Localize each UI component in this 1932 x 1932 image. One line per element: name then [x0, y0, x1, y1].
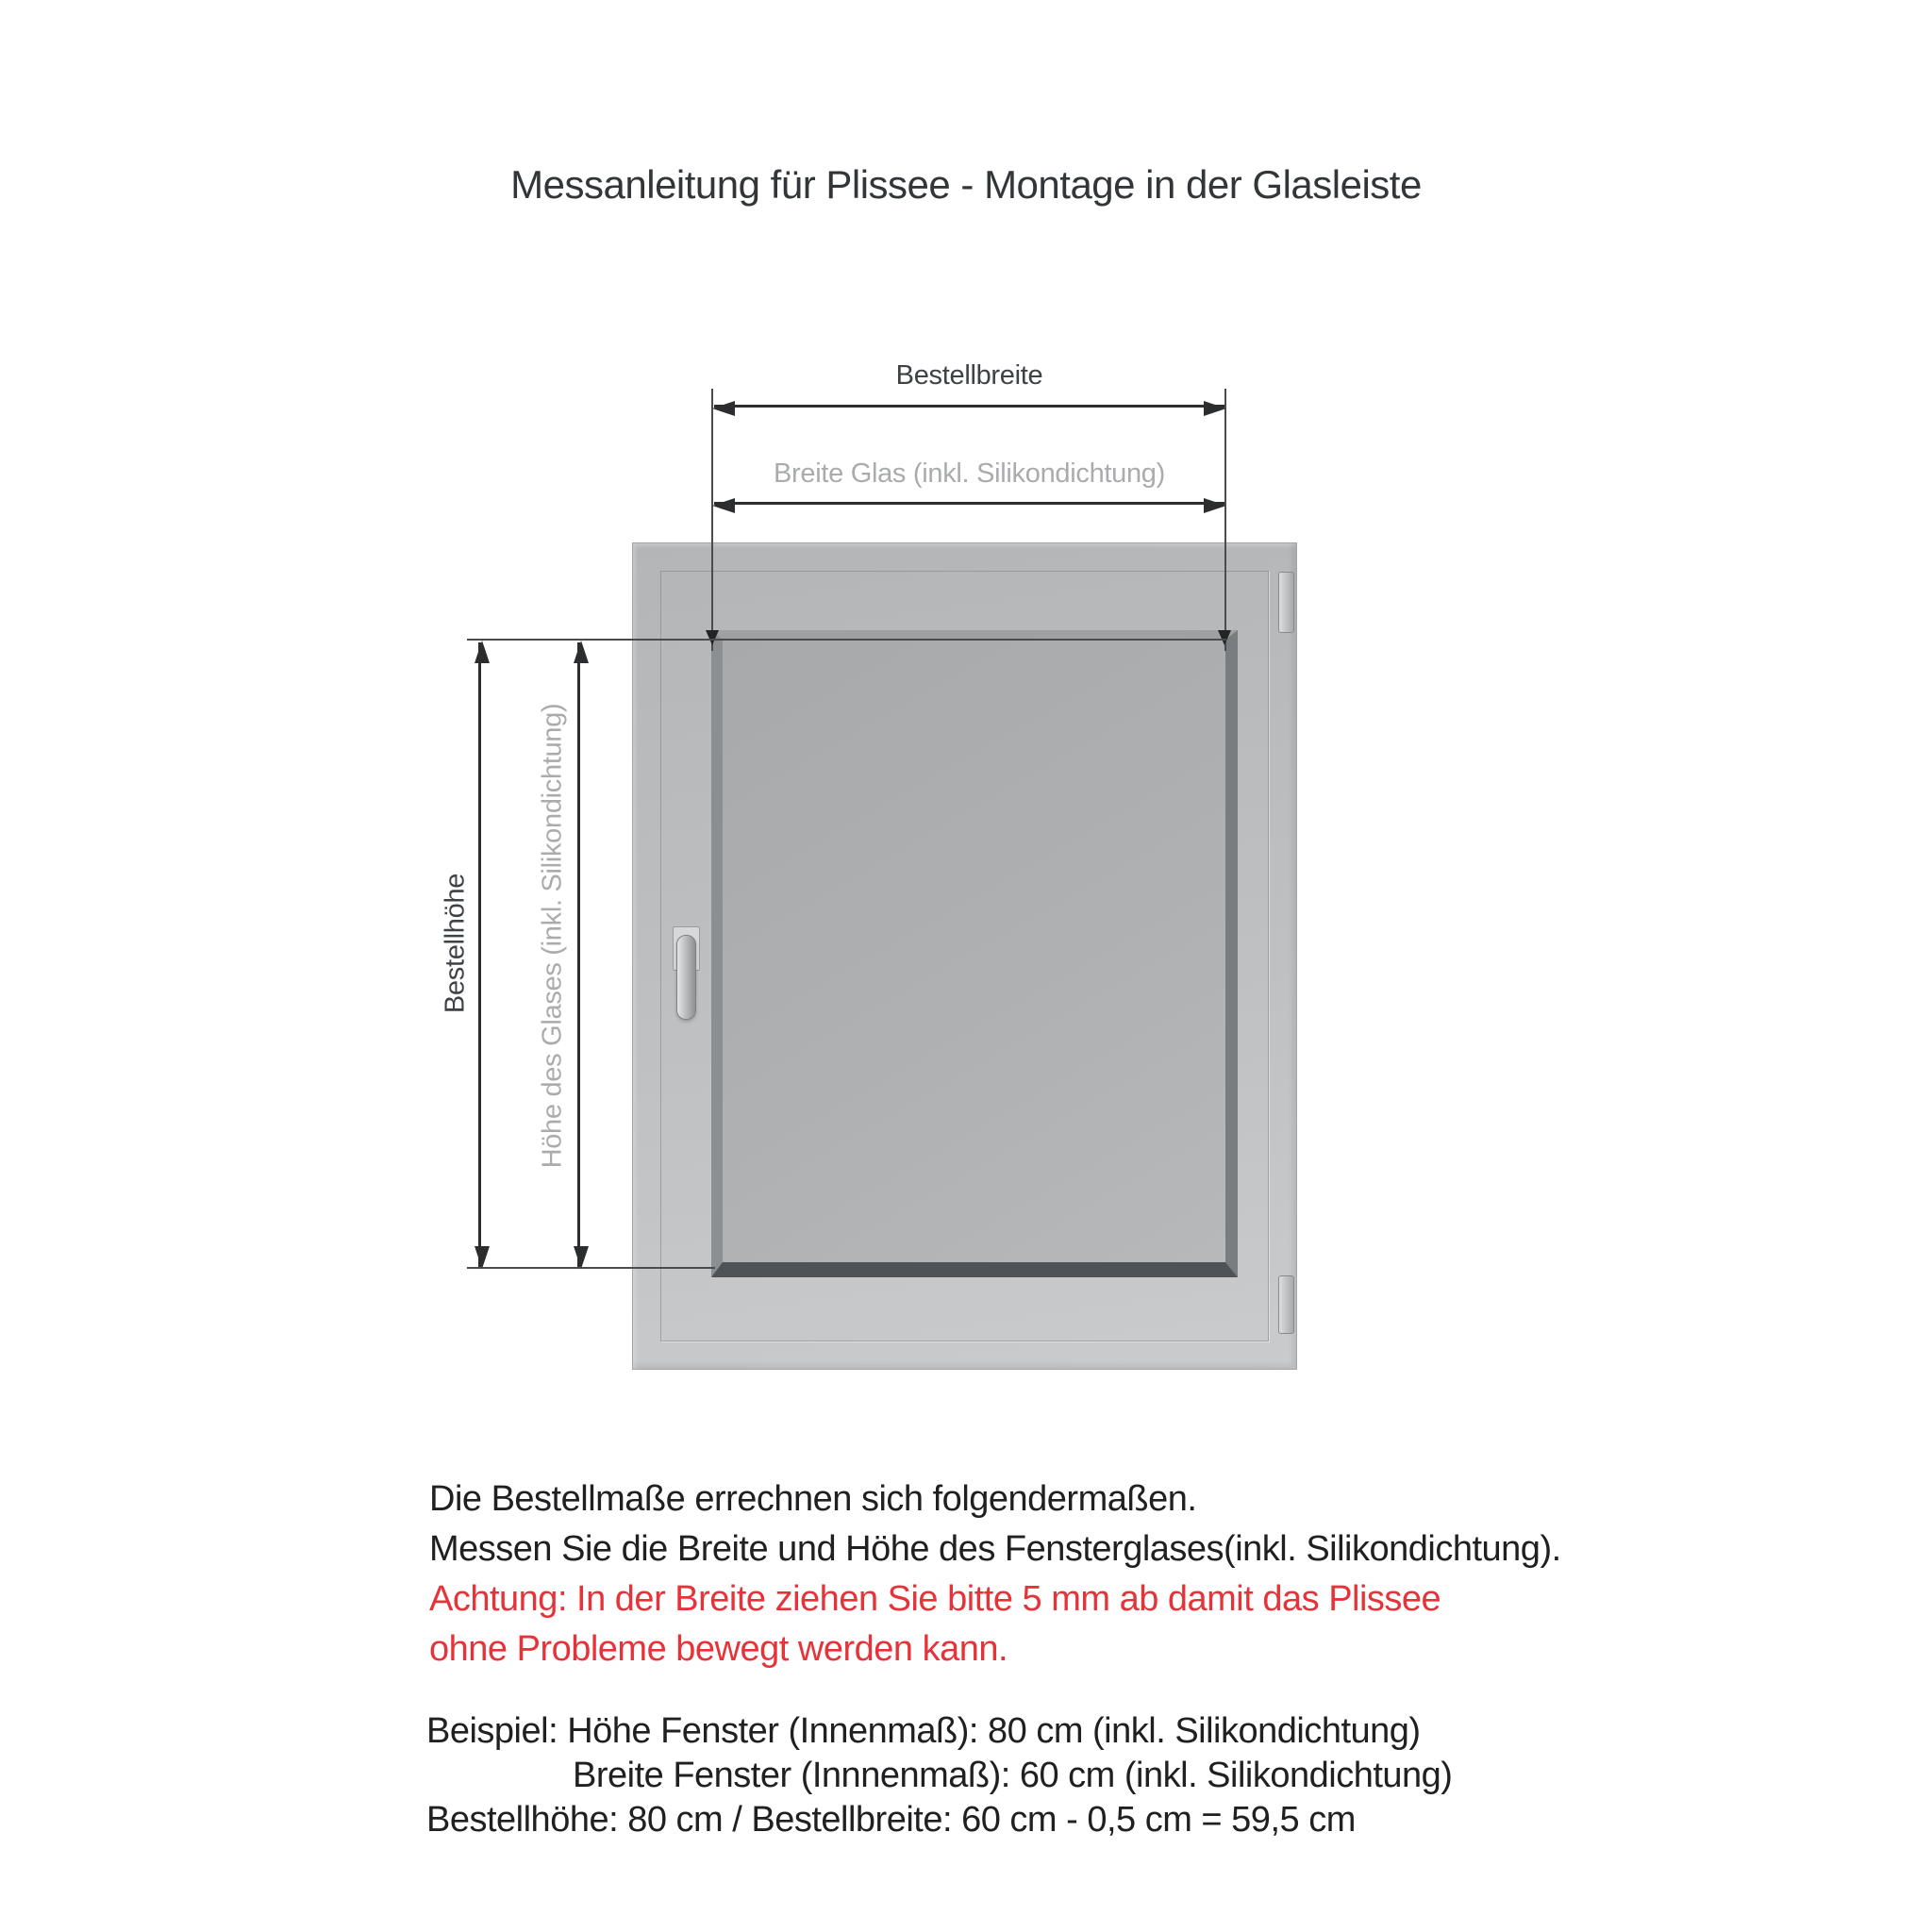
warning-line-2: ohne Probleme bewegt werden kann.: [429, 1629, 1008, 1669]
glass-bead-frame: [711, 630, 1238, 1277]
order-height-label: Bestellhöhe: [440, 873, 471, 1014]
glass-width-arrow: [714, 502, 1224, 505]
example-line-2: Breite Fenster (Innnenmaß): 60 cm (inkl. Silikondichtung): [573, 1756, 1453, 1795]
hinge-bottom: [1278, 1275, 1294, 1334]
extension-line-left: [711, 389, 713, 651]
instruction-line-1: Die Bestellmaße errechnen sich folgendermaßen.: [429, 1479, 1197, 1519]
glass-corner-arrow-left-icon: [706, 630, 719, 645]
glass-height-arrow: [577, 642, 580, 1267]
order-height-arrow: [478, 642, 481, 1267]
order-width-arrow: [714, 405, 1224, 408]
hinge-top: [1278, 572, 1294, 633]
instruction-block: [429, 1474, 1561, 1674]
extension-line-bottom: [467, 1267, 715, 1269]
glass-height-label: Höhe des Glases (inkl. Silikondichtung): [537, 703, 568, 1169]
order-width-label: Bestellbreite: [895, 360, 1043, 391]
glass-width-label: Breite Glas (inkl. Silikondichtung): [773, 458, 1165, 489]
example-line-3: Bestellhöhe: 80 cm / Bestellbreite: 60 cm - 0,5 cm = 59,5 cm: [426, 1800, 1356, 1840]
glass-corner-arrow-right-icon: [1218, 630, 1231, 645]
extension-line-right: [1224, 389, 1226, 651]
page-title: Messanleitung für Plissee - Montage in der Glasleiste: [510, 162, 1422, 207]
example-block: [426, 1709, 1452, 1842]
instruction-line-2: Messen Sie die Breite und Höhe des Fensterglases(inkl. Silikondichtung).: [429, 1529, 1561, 1569]
example-line-1: Beispiel: Höhe Fenster (Innenmaß): 80 cm (inkl. Silikondichtung): [426, 1711, 1421, 1751]
window-frame: [632, 542, 1297, 1370]
warning-line-1: Achtung: In der Breite ziehen Sie bitte 5 mm ab damit das Plissee: [429, 1579, 1441, 1619]
window-handle: [676, 935, 696, 1020]
